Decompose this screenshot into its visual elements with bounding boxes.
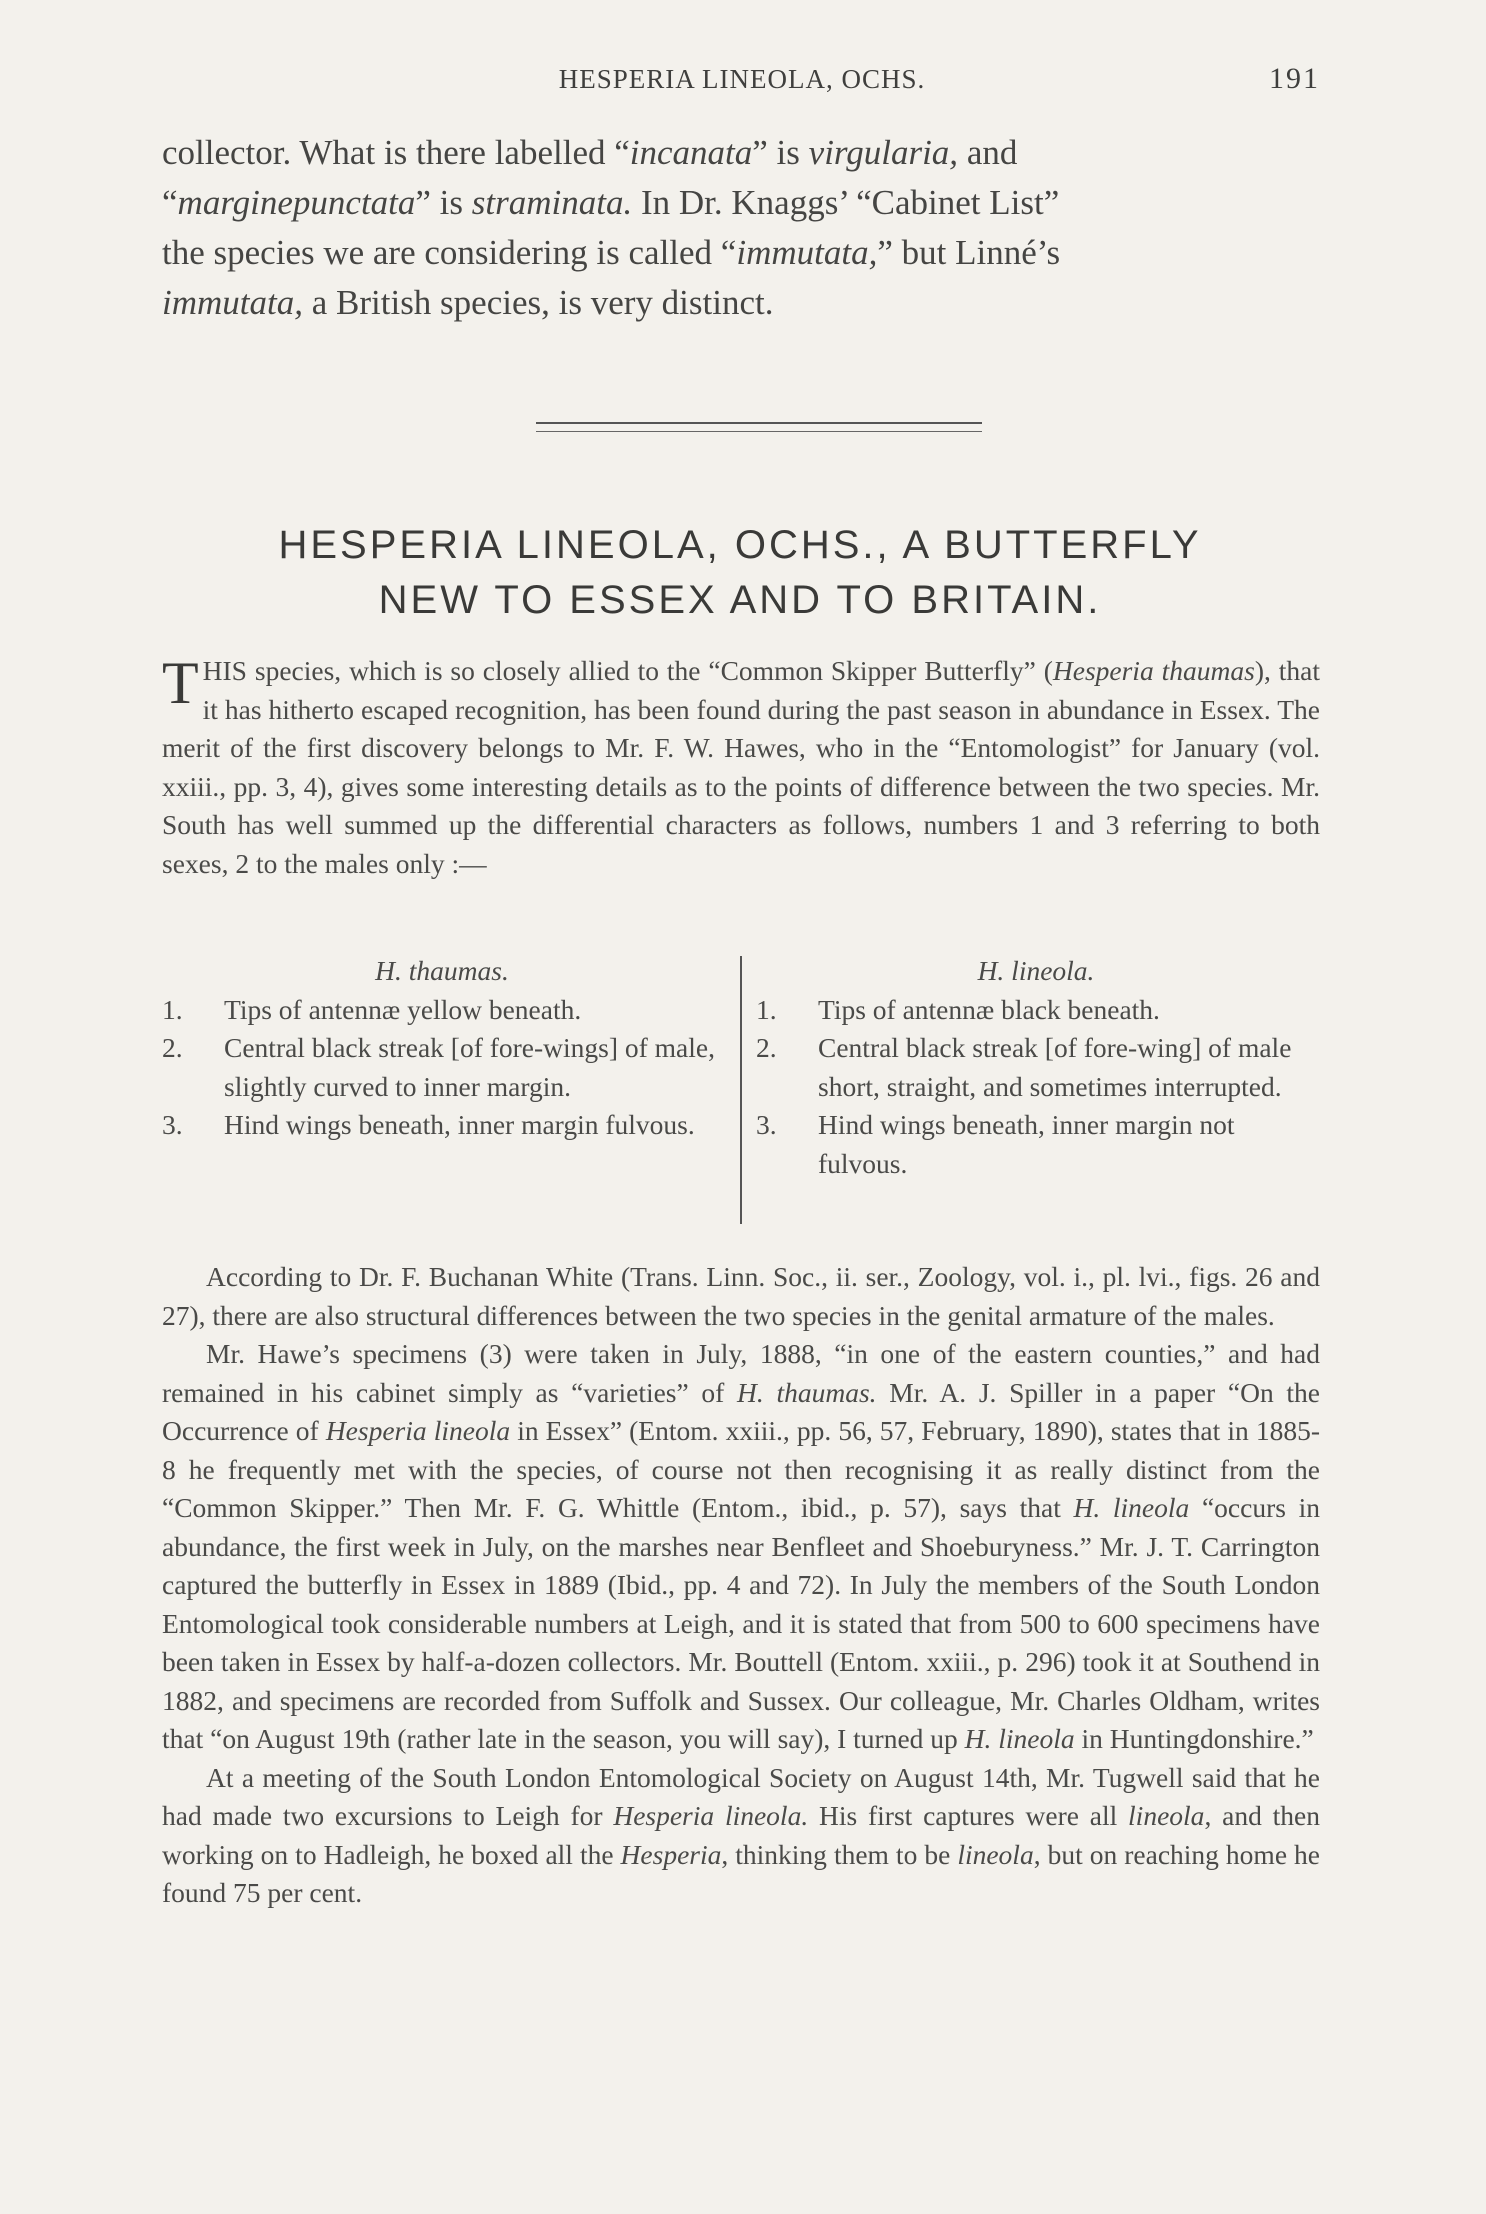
column-heading: H. thaumas.: [375, 955, 509, 986]
comparison-column-thaumas: [162, 952, 722, 1145]
continued-paragraph: [162, 128, 1320, 328]
continued-line-4: immutata, a British species, is very distinct.: [162, 283, 774, 322]
comparison-item: 1. Tips of antennæ black beneath.: [756, 993, 1160, 1025]
comparison-item: 2. Central black streak [of fore-wing] of male short, straight, and sometimes interrupted.: [756, 1032, 1292, 1102]
body-paragraph: According to Dr. F. Buchanan White (Trans. Linn. Soc., ii. ser., Zoology, vol. i., pl. lvi., figs. 26 and 27), there are also structural differences between the two species in the genital armature of the males.: [162, 1261, 1320, 1331]
article-title-line-2: NEW TO ESSEX AND TO BRITAIN.: [378, 578, 1102, 622]
body-paragraph: At a meeting of the South London Entomological Society on August 14th, Mr. Tugwell said that he had made two excursions to Leigh for Hesperia lineola. His first captures were all lineola, and then working on to Hadleigh, he boxed all the Hesperia, thinking them to be lineola, but on reaching home he found 75 per cent.: [162, 1761, 1320, 1908]
column-divider: [740, 956, 742, 1224]
body-paragraph: Mr. Hawe’s specimens (3) were taken in July, 1888, “in one of the eastern counties,” and had remained in his cabinet simply as “varieties” of H. thaumas. Mr. A. J. Spiller in a paper “On the Occurrence of Hesperia lineola in Essex” (Entom. xxiii., pp. 56, 57, February, 1890), states that in 1885-8 he frequently met with the species, of course not then recognising it as really distinct from the “Common Skipper.” Then Mr. F. G. Whittle (Entom., ibid., p. 57), says that H. lineola “occurs in abundance, the first week in July, on the marshes near Benfleet and Shoeburyness.” Mr. J. T. Carrington captured the butterfly in Essex in 1889 (Ibid., pp. 4 and 72). In July the members of the South London Entomological took considerable numbers at Leigh, and it is stated that from 500 to 600 specimens have been taken in Essex by half-a-dozen collectors. Mr. Bouttell (Entom. xxiii., p. 296) took it at Southend in 1882, and specimens are recorded from Suffolk and Sussex. Our colleague, Mr. Charles Oldham, writes that “on August 19th (rather late in the season, you will say), I turned up H. lineola in Huntingdonshire.”: [162, 1338, 1321, 1754]
comparison-item: 2. Central black streak [of fore-wings] of male, slightly curved to inner margin.: [162, 1032, 715, 1102]
comparison-column-lineola: [756, 952, 1316, 1183]
section-divider: [536, 422, 982, 432]
intro-paragraph: THIS species, which is so closely allied to the “Common Skipper Butterfly” (Hesperia thaumas), that it has hitherto escaped recognition, has been found during the past season in abundance in Essex. The merit of the first discovery belongs to Mr. F. W. Hawes, who in the “Entomologist” for January (vol. xxiii., pp. 3, 4), gives some interesting details as to the points of difference between the two species. Mr. South has well summed up the differential characters as follows, numbers 1 and 3 referring to both sexes, 2 to the males only :—: [162, 650, 1320, 879]
comparison-item: 3. Hind wings beneath, inner margin not fulvous.: [756, 1109, 1235, 1179]
page-number: 191: [1269, 62, 1320, 95]
comparison-table: [162, 952, 1320, 1230]
column-heading: H. lineola.: [977, 955, 1095, 986]
article-title-line-1: HESPERIA LINEOLA, OCHS., A BUTTERFLY: [278, 523, 1202, 567]
continued-line-1: collector. What is there labelled “incanata” is virgularia, and: [162, 133, 1018, 172]
running-title: HESPERIA LINEOLA, OCHS.: [558, 64, 926, 94]
comparison-item: 3. Hind wings beneath, inner margin fulvous.: [162, 1109, 695, 1140]
continued-line-2: “marginepunctata” is straminata. In Dr. Knaggs’ “Cabinet List”: [162, 183, 1060, 222]
comparison-item: 1. Tips of antennæ yellow beneath.: [162, 993, 582, 1025]
drop-cap: T: [162, 650, 199, 716]
running-head: [162, 58, 1320, 108]
continued-line-3: the species we are considering is called “immutata,” but Linné’s: [162, 233, 1061, 272]
article-body: [162, 1258, 1320, 1913]
article-title: [150, 518, 1330, 628]
